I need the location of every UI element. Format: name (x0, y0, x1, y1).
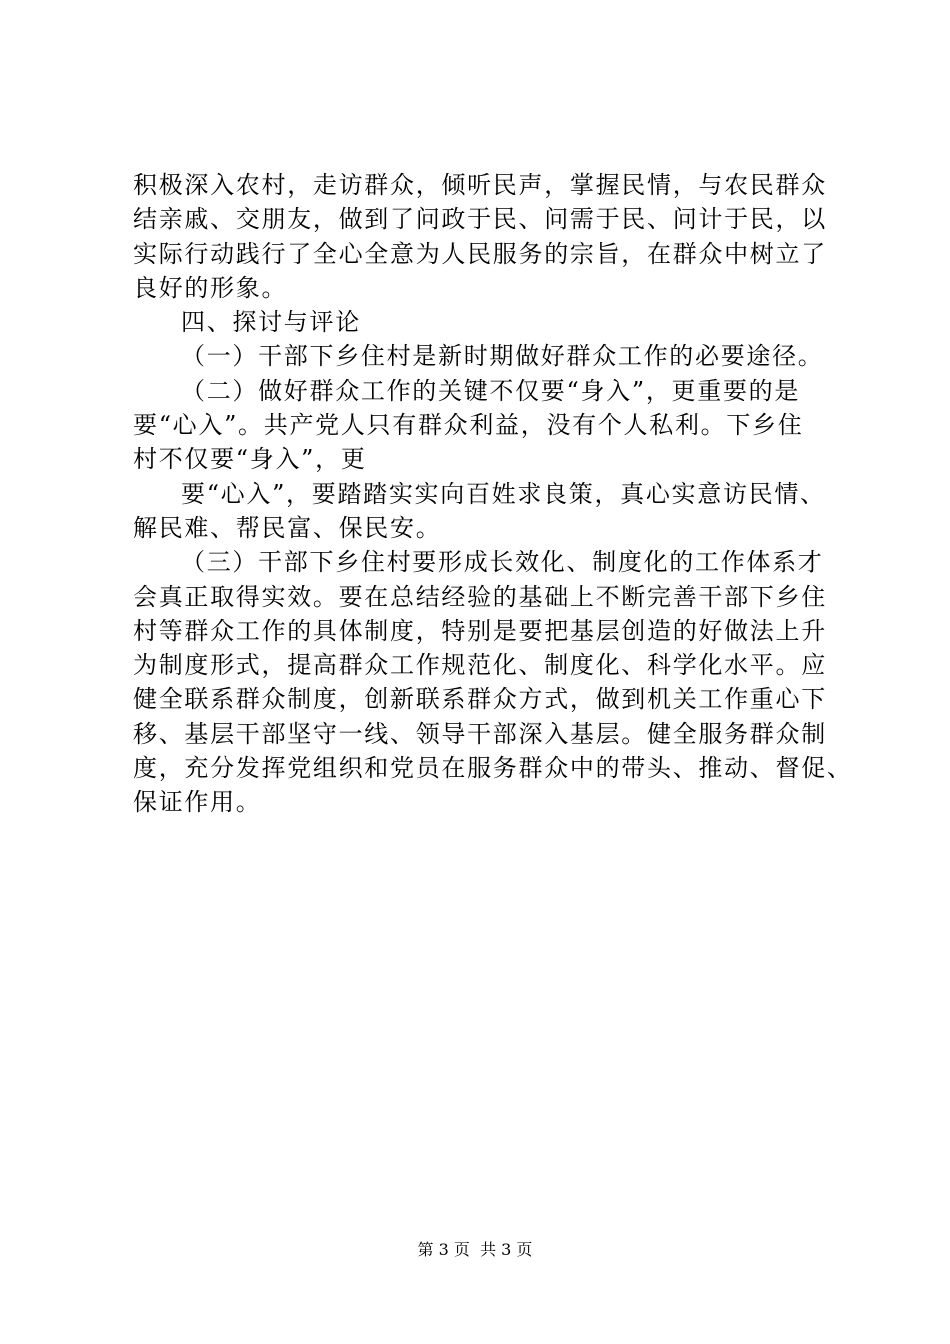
body-text (133, 168, 853, 820)
text-line: 村等群众工作的具体制度，特别是要把基层创造的好做法上升 (133, 616, 827, 645)
text-line: （三）干部下乡住村要形成长效化、制度化的工作体系才 (181, 548, 824, 577)
text-line: 积极深入农村，走访群众，倾听民声，掌握民情，与农民群众 (133, 171, 827, 199)
text-line: （一）干部下乡住村是新时期做好群众工作的必要途径。 (181, 342, 824, 371)
text-line: 健全联系群众制度，创新联系群众方式，做到机关工作重心下 (133, 685, 827, 714)
section-heading: 四、探讨与评论 (181, 308, 361, 337)
text-line: 良好的形象。 (133, 273, 288, 302)
text-line: 村不仅要“身入”，更 (133, 445, 367, 474)
text-line: 结亲戚、交朋友，做到了问政于民、问需于民、问计于民，以 (133, 205, 827, 234)
text-line: 移、基层干部坚守一线、领导干部深入基层。健全服务群众制 (133, 719, 827, 748)
text-line: 解民难、帮民富、保民安。 (133, 513, 442, 542)
text-line: （二）做好群众工作的关键不仅要“身入”，更重要的是 (181, 376, 801, 405)
text-line: 保证作用。 (133, 788, 262, 817)
text-line: 要“心入”。共产党人只有群众利益，没有个人私利。下乡住 (133, 411, 804, 440)
text-line: 会真正取得实效。要在总结经验的基础上不断完善干部下乡住 (133, 582, 827, 611)
text-line: 要“心入”，要踏踏实实向百姓求良策，真心实意访民情、 (181, 479, 826, 508)
text-line: 为制度形式，提高群众工作规范化、制度化、科学化水平。应 (133, 651, 827, 680)
text-line: 实际行动践行了全心全意为人民服务的宗旨，在群众中树立了 (133, 239, 827, 268)
text-line: 度，充分发挥党组织和党员在服务群众中的带头、推动、督促、 (133, 754, 853, 783)
page-footer: 第 3 页 共 3 页 (417, 1240, 533, 1259)
